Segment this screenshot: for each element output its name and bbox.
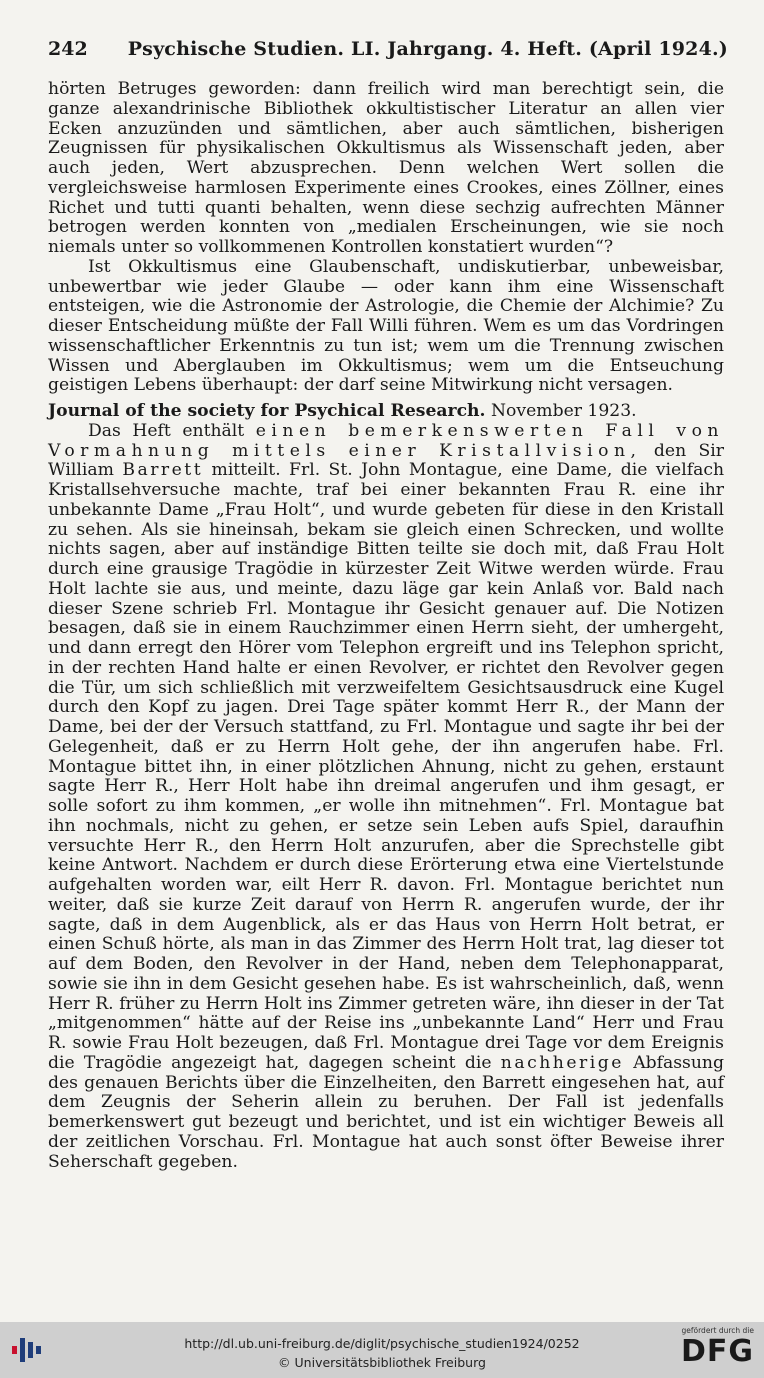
dfg-logo-text: DFG xyxy=(680,1334,754,1369)
p3-text-d: Abfassung des genauen Berichts über die Einzelheiten, den Barrett eingesehen hat, auf dem Zeugnis der Seherin allein zu beruhen. Der Fall ist jedenfalls bemerkenswert gut bezeugt und berichtet, und ist ein wichtiger Beweis all der zeitlichen Vorschau. Frl. Montague hat auch sonst öfter Beweise ihrer Seherschaft gegeben. xyxy=(48,1052,724,1172)
source-url[interactable]: http://dl.ub.uni-freiburg.de/diglit/psychische_studien1924/0252 xyxy=(184,1336,580,1351)
paragraph-1: hörten Betruges geworden: dann freilich wird man berechtigt sein, die ganze alexandrinische Bibliothek okkultistischer Literatur an allen vier Ecken anzuzünden und sämtlichen, aber auch sämtlichen, bisherigen Zeugnissen für physikalischen Okkultismus als Wissenschaft jeden, aber auch jeden, Wert abzusprechen. Denn welchen Wert sollen die vergleichsweise harmlosen Experimente eines Crookes, eines Zöllner, eines Richet und tutti quanti behalten, wenn diese sechzig aufrechten Männer betrogen werden konnten von „medialen Erscheinungen, wie sie noch niemals unter so vollkommenen Kontrollen konstatiert wurden“? xyxy=(48,79,724,257)
journal-heading xyxy=(48,402,724,422)
running-title: Psychische Studien. LI. Jahrgang. 4. Heft. (April 1924.) xyxy=(127,38,728,60)
page-header xyxy=(48,38,728,60)
viewer-footer xyxy=(0,1322,764,1378)
dfg-logo xyxy=(672,1326,754,1374)
p3-spaced-barrett: Barrett xyxy=(122,460,204,481)
p3-text-b: den Sir William xyxy=(48,440,724,481)
page-number: 242 xyxy=(48,38,88,60)
p3-spaced-nachherige: nachherige xyxy=(500,1052,624,1073)
page-body xyxy=(48,80,724,1172)
copyright-notice: © Universitätsbibliothek Freiburg xyxy=(278,1355,486,1370)
sponsor-caption: gefördert durch die xyxy=(681,1326,754,1335)
journal-date: November 1923. xyxy=(491,401,637,421)
p3-text-a: Das Heft enthält xyxy=(88,420,245,441)
paragraph-2: Ist Okkultismus eine Glaubenschaft, undiskutierbar, unbeweisbar, unbewertbar wie jeder Glaube — oder kann ihm eine Wissenschaft entsteigen, wie die Astronomie der Astrologie, die Chemie der Alchimie? Zu dieser Entscheidung müßte der Fall Willi führen. Wem es um das Vordringen wissenschaftlicher Erkenntnis zu tun ist; wem um die Trennung zwischen Wissen und Aberglauben im Okkultismus; wem um die Entseuchung geistigen Lebens überhaupt: der darf seine Mitwirkung nicht versagen. xyxy=(48,256,724,396)
p3-spaced-title: einen bemerkenswerten Fall von Vormahnung mittels einer Kristallvision, xyxy=(48,420,724,461)
journal-title: Journal of the society for Psychical Research. xyxy=(48,401,486,421)
paragraph-3 xyxy=(48,422,724,1173)
p3-text-c: mitteilt. Frl. St. John Montague, eine Dame, die vielfach Kristallsehversuche machte, traf bei einer bekannten Frau R. eine ihr unbekannte Dame „Frau Holt“, und wurde gebeten für diese in den Kristall zu sehen. Als sie hineinsah, bekam sie gleich einen Schrecken, und wollte nichts sagen, aber auf inständige Bitten teilte sie doch mit, daß Frau Holt durch eine grausige Tragödie in kürzester Zeit Witwe werden würde. Frau Holt lachte sie aus, und meinte, dazu läge gar kein Anlaß vor. Bald nach dieser Szene schrieb Frl. Montague ihr Gesicht genauer auf. Die Notizen besagen, daß sie in einem Rauchzimmer einen Herrn sieht, der umhergeht, und dann erregt den Hörer vom Telephon ergreift und ins Telephon spricht, in der rechten Hand halte er einen Revolver, er richtet den Revolver gegen die Tür, um sich schließlich mit verzweifeltem Gesichtsausdruck eine Kugel durch den Kopf zu jagen. Drei Tage später kommt Herr R., der Mann der Dame, bei der der Versuch stattfand, zu Frl. Montague und sagte ihr bei der Gelegenheit, daß er zu Herrn Holt gehe, der ihn angerufen habe. Frl. Montague bittet ihn, in einer plötzlichen Ahnung, nicht zu gehen, erstaunt sagte Herr R., Herr Holt habe ihn dreimal angerufen und ihm gesagt, er solle sofort zu ihm kommen, „er wolle ihn mitnehmen“. Frl. Montague bat ihn nochmals, nicht zu gehen, er setze sein Leben aufs Spiel, daraufhin versuchte Herr R., den Herrn Holt anzurufen, aber die Sprechstelle gibt keine Antwort. Nachdem er durch diese Erörterung etwa eine Viertelstunde aufgehalten worden war, eilt Herr R. davon. Frl. Montague berichtet nun weiter, daß sie kurze Zeit darauf von Herrn R. angerufen wurde, der ihr sagte, daß in dem Augenblick, als er das Haus von Herrn Holt betrat, er einen Schuß hörte, als man in das Zimmer des Herrn Holt trat, lag dieser tot auf dem Boden, den Revolver in der Hand, neben dem Telephonapparat, sowie sie ihn in dem Gesicht gesehen habe. Es ist wahrscheinlich, daß, wenn Herr R. früher zu Herrn Holt ins Zimmer getreten wäre, ihn dieser in der Tat „mitgenommen“ hätte auf der Reise ins „unbekannte Land“ Herr und Frau R. sowie Frau Holt bezeugen, daß Frl. Montague drei Tage vor dem Ereignis die Tragödie angezeigt hat, dagegen scheint die xyxy=(48,460,725,1073)
